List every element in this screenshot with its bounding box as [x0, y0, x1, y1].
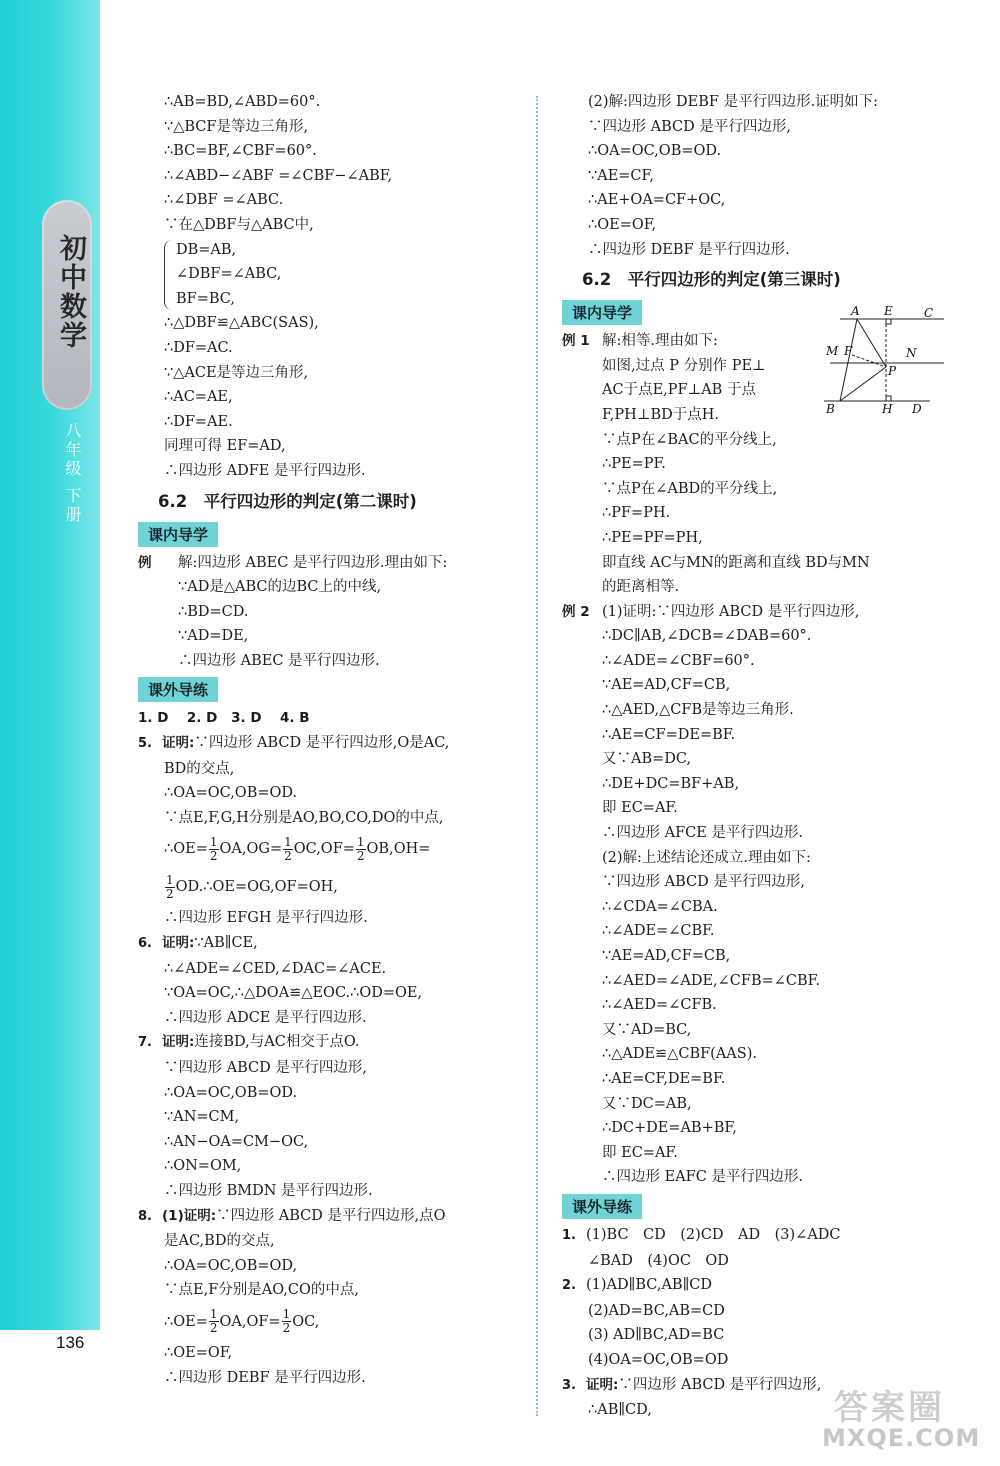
text-line: ∴DC+DE=AB+BF,	[602, 1120, 737, 1137]
text-line: ∴BC=BF,∠CBF=60°.	[164, 143, 317, 160]
example-block	[138, 551, 528, 674]
right-angle-h	[886, 396, 891, 401]
label-d: D	[912, 402, 922, 416]
fraction-line	[164, 1303, 528, 1341]
text-line: ∵四边形 ABCD 是平行四边形,	[588, 118, 791, 135]
label-m: M	[826, 344, 839, 358]
question-number: 2.	[562, 1278, 576, 1294]
text-line: (2)解:四边形 DEBF 是平行四边形.证明如下:	[588, 94, 879, 110]
fraction-line	[164, 830, 528, 868]
text-line: ∴△AED,△CFB是等边三角形.	[602, 702, 794, 719]
answers-1-4	[138, 706, 528, 731]
column-divider	[536, 96, 538, 1416]
text-line: ∴AN−OA=CM−OC,	[164, 1133, 309, 1150]
proof-label: (1)证明:	[162, 1207, 217, 1224]
text-line: F,PH⊥BD于点H.	[602, 406, 719, 423]
page-number: 136	[56, 1333, 85, 1352]
right-angle-e	[886, 319, 891, 324]
text-part: OA,OG=	[219, 841, 283, 858]
geometry-figure	[820, 303, 950, 419]
text-line: ∴AB∥CD,	[588, 1402, 652, 1419]
right-column	[562, 90, 952, 1423]
fraction-half: $\frac{1}{2}$	[209, 1307, 218, 1336]
answer: 2. D	[186, 710, 218, 727]
text-part: OC,	[292, 1313, 320, 1330]
text-part: OC,OF=	[293, 841, 355, 858]
lesson-heading: 6.2 平行四边形的判定(第二课时)	[158, 491, 417, 511]
example-label: 例 1	[562, 333, 590, 350]
text-line: ∴PF=PH.	[602, 505, 671, 522]
label-a: A	[851, 304, 860, 318]
text-line: ∴DE+DC=BF+AB,	[602, 775, 740, 792]
text-line: ∵点P在∠ABD的平分线上,	[602, 480, 778, 497]
text-part: ∴OE=	[164, 841, 208, 858]
fraction-half: $\frac{1}{2}$	[282, 1307, 291, 1336]
text-line: 是AC,BD的交点,	[164, 1233, 275, 1250]
text-line: ∴AB=BD,∠ABD=60°.	[164, 94, 321, 110]
question-6	[138, 931, 528, 1030]
text-part: ∴OE=	[164, 1313, 208, 1330]
answer: 1. D	[138, 710, 169, 727]
text-line: 如图,过点 P 分别作 PE⊥	[602, 357, 766, 374]
fraction-half: $\frac{1}{2}$	[209, 834, 218, 863]
text-line: ∴∠CDA=∠CBA.	[602, 898, 718, 915]
left-brace	[164, 240, 175, 310]
text-line: ∴OA=OC,OB=OD,	[164, 1257, 298, 1274]
answer: 4. B	[280, 710, 310, 727]
text-line: ∴DF=AE.	[164, 413, 233, 430]
text-line: ∴四边形 ADFE 是平行四边形.	[164, 462, 366, 479]
label-n: N	[906, 346, 917, 360]
fraction-line	[164, 868, 528, 906]
text-line: ∴∠ABD−∠ABF =∠CBF−∠ABF,	[164, 167, 393, 184]
watermark-text: MXQE.COM	[822, 1424, 981, 1452]
text-line: ∵AE=AD,CF=CB,	[602, 677, 731, 694]
question-number: 1.	[562, 1227, 576, 1243]
text-line: ∴AE=CF=DE=BF.	[602, 726, 736, 743]
section-label: 课外导练	[562, 1194, 642, 1219]
text-line: ∴四边形 ABEC 是平行四边形.	[178, 652, 380, 669]
text-line: ∴△ADE≌△CBF(AAS).	[602, 1046, 757, 1063]
section-label: 课内导学	[138, 522, 218, 547]
text-line: (3) AD∥BC,AD=BC	[588, 1327, 725, 1344]
text-line: ∵点E,F分别是AO,CO的中点,	[164, 1282, 359, 1299]
text-line: ∴AE+OA=CF+OC,	[588, 192, 726, 209]
text-line: 解:四边形 ABEC 是平行四边形.理由如下:	[178, 554, 448, 571]
label-f: F	[844, 344, 853, 358]
question-number: 8.	[138, 1208, 152, 1224]
text-part: OA,OF=	[219, 1313, 281, 1330]
text-line: ∴四边形 BMDN 是平行四边形.	[164, 1182, 373, 1199]
text-line: ∴△DBF≌△ABC(SAS),	[164, 315, 319, 332]
text-line: ∵四边形 ABCD 是平行四边形,O是AC,	[194, 735, 450, 752]
question-number: 5.	[138, 736, 152, 752]
example-label: 例 2	[562, 603, 590, 620]
answer: 3. D	[231, 710, 262, 727]
text-line: ∵OA=OC,∴△DOA≌△EOC.∴OD=OE,	[164, 985, 423, 1002]
proof-label: 证明:	[586, 1376, 619, 1393]
line-ab	[840, 319, 857, 401]
line-ap	[857, 319, 886, 367]
text-line: ∵点E,F,G,H分别是AO,BO,CO,DO的中点,	[164, 809, 444, 826]
text-line: ∴DC∥AB,∠DCB=∠DAB=60°.	[602, 628, 812, 645]
text-line: ∵AD是△ABC的边BC上的中线,	[178, 579, 382, 596]
left-column	[138, 90, 528, 1390]
text-line: 即 EC=AF.	[602, 1144, 678, 1161]
question-8	[138, 1204, 528, 1391]
text-line: ∴四边形 DEBF 是平行四边形.	[164, 1369, 366, 1386]
text-line: 又∵AB=DC,	[602, 751, 692, 768]
right-top-lines	[562, 90, 952, 262]
sidebar-band	[0, 0, 100, 1330]
text-line: AC于点E,PF⊥AB 于点	[602, 382, 756, 399]
text-part: OD.∴OE=OG,OF=OH,	[175, 879, 338, 896]
text-line: ∴∠DBF =∠ABC.	[164, 192, 284, 209]
example-label: 例	[138, 554, 152, 571]
text-line: ∠DBF=∠ABC,	[176, 266, 282, 283]
section-label: 课外导练	[138, 677, 218, 702]
example-2	[562, 600, 952, 1190]
text-line: 又∵AD=BC,	[602, 1021, 692, 1038]
text-line: 同理可得 EF=AD,	[164, 438, 286, 455]
text-line: DB=AB,	[176, 241, 237, 258]
lesson-heading: 6.2 平行四边形的判定(第三课时)	[582, 270, 841, 290]
text-line: ∠BAD (4)OC OD	[588, 1252, 729, 1269]
book-title: 初中数学	[55, 234, 86, 350]
text-line: 即 EC=AF.	[602, 800, 678, 817]
text-line: ∴∠ADE=∠CBF.	[602, 923, 715, 940]
text-line: (4)OA=OC,OB=OD	[588, 1351, 729, 1368]
answer-1	[562, 1223, 952, 1273]
text-line: ∴OE=OF,	[164, 1344, 233, 1361]
text-line: ∴AC=AE,	[164, 389, 233, 406]
answer-2	[562, 1273, 952, 1372]
grade-label: 八年级 下册	[63, 422, 82, 526]
text-line: ∴AE=CF,DE=BF.	[602, 1070, 726, 1087]
text-line: ∵在△DBF与△ABC中,	[164, 216, 314, 233]
watermark-logo: 答案圈	[834, 1388, 945, 1428]
question-5	[138, 731, 528, 931]
text-line: ∴四边形 AFCE 是平行四边形.	[602, 825, 804, 842]
text-line: ∴OA=OC,OB=OD.	[164, 1084, 298, 1101]
line-bp	[840, 367, 886, 401]
fraction-half: $\frac{1}{2}$	[166, 872, 174, 901]
text-line: ∵AB∥CE,	[194, 935, 258, 952]
text-line: ∵△ACE是等边三角形,	[164, 364, 309, 381]
proof-label: 证明:	[162, 935, 195, 952]
text-line: ∴∠ADE=∠CED,∠DAC=∠ACE.	[164, 960, 387, 977]
text-line: ∵AN=CM,	[164, 1109, 240, 1126]
figure-svg	[820, 303, 950, 419]
text-line: 即直线 AC与MN的距离和直线 BD与MN	[602, 554, 870, 571]
fraction-half: $\frac{1}{2}$	[356, 834, 365, 863]
text-line: 的距离相等.	[602, 579, 680, 596]
text-line: ∵AE=CF,	[588, 167, 654, 184]
label-c: C	[924, 306, 934, 320]
text-line: ∵AE=AD,CF=CB,	[602, 948, 731, 964]
text-line: ∵AD=DE,	[178, 628, 249, 645]
proof-label: 证明:	[162, 735, 195, 752]
text-line: ∴BD=CD.	[178, 603, 249, 620]
text-part: OB,OH=	[366, 841, 431, 858]
question-number: 6.	[138, 936, 152, 952]
text-line: ∴PE=PF.	[602, 456, 666, 473]
text-line: ∵四边形 ABCD 是平行四边形,点O	[216, 1207, 446, 1224]
text-line: (1)AD∥BC,AB∥CD	[586, 1277, 712, 1294]
text-line: 解:相等.理由如下:	[602, 333, 718, 350]
question-number: 7.	[138, 1035, 152, 1051]
text-line: ∴ON=OM,	[164, 1158, 242, 1175]
fraction-half: $\frac{1}{2}$	[284, 834, 292, 863]
text-line: ∴四边形 ADCE 是平行四边形.	[164, 1009, 367, 1026]
text-line: ∴OA=OC,OB=OD.	[588, 143, 722, 160]
label-p: P	[888, 364, 897, 378]
text-line: BF=BC,	[176, 290, 235, 307]
text-line: ∴DF=AC.	[164, 339, 233, 356]
text-line: ∵四边形 ABCD 是平行四边形,	[602, 874, 805, 891]
label-h: H	[882, 402, 893, 416]
text-line: ∴∠AED=∠CFB.	[602, 997, 717, 1014]
text-line: ∵△BCF是等边三角形,	[164, 118, 309, 135]
watermark	[822, 1380, 994, 1460]
text-line: 连接BD,与AC相交于点O.	[194, 1034, 360, 1051]
text-line: ∵点P在∠BAC的平分线上,	[602, 431, 777, 448]
label-e: E	[884, 304, 893, 318]
text-line: ∴∠AED=∠ADE,∠CFB=∠CBF.	[602, 972, 821, 989]
text-line: ∴OE=OF,	[588, 216, 657, 233]
text-line: (1)证明:∵四边形 ABCD 是平行四边形,	[602, 603, 860, 620]
text-line: (1)BC CD (2)CD AD (3)∠ADC	[586, 1226, 841, 1243]
text-line: ∴OA=OC,OB=OD.	[164, 785, 298, 802]
text-line: 又∵DC=AB,	[602, 1095, 692, 1112]
text-line: (2)AD=BC,AB=CD	[588, 1302, 725, 1319]
question-7	[138, 1030, 528, 1203]
text-line: ∴四边形 EAFC 是平行四边形.	[602, 1169, 804, 1186]
left-top-lines	[138, 90, 528, 484]
brace-system	[164, 238, 528, 312]
text-line: ∴四边形 DEBF 是平行四边形.	[588, 241, 790, 258]
text-line: ∴四边形 EFGH 是平行四边形.	[164, 910, 368, 927]
sidebar	[0, 0, 120, 1466]
proof-label: 证明:	[162, 1034, 195, 1051]
text-line: (2)解:上述结论还成立.理由如下:	[602, 849, 811, 866]
text-line: BD的交点,	[164, 760, 235, 777]
text-line: ∴∠ADE=∠CBF=60°.	[602, 652, 755, 669]
text-line: ∴PE=PF=PH,	[602, 529, 703, 546]
line-fp	[852, 355, 886, 367]
question-number: 3.	[562, 1377, 576, 1393]
label-b: B	[826, 402, 835, 416]
text-line: ∵四边形 ABCD 是平行四边形,	[618, 1376, 822, 1393]
section-label: 课内导学	[562, 300, 642, 325]
text-line: ∵四边形 ABCD 是平行四边形,	[164, 1060, 367, 1076]
